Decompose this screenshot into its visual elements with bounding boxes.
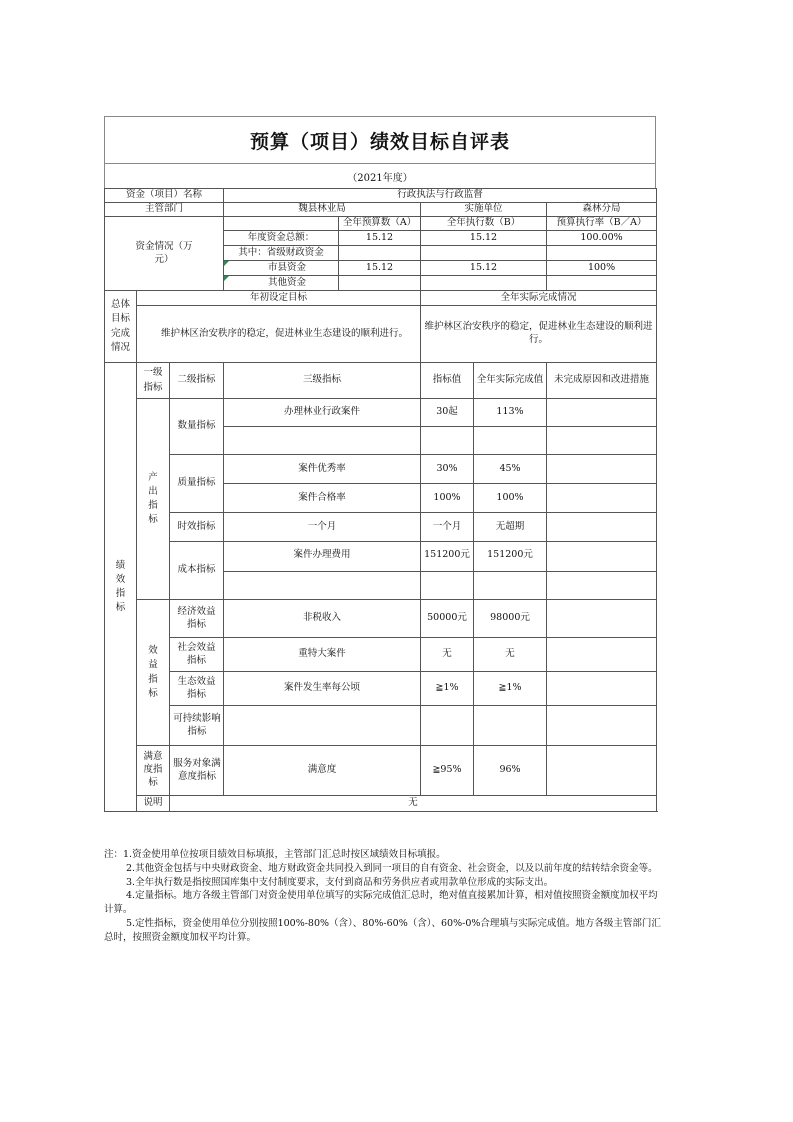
economic-reason	[547, 600, 657, 638]
quality2-actual: 100%	[474, 484, 547, 513]
time-reason	[547, 513, 657, 542]
funds-label	[105, 217, 224, 291]
economic-label	[170, 600, 224, 638]
quantity-target: 30起	[421, 399, 474, 427]
overall-actual: 维护林区治安秩序的稳定，促进林业生态建设的顺利进行。	[421, 306, 657, 363]
header-l1-text: 一级指标	[143, 367, 163, 393]
project-name-label: 资金（项目）名称	[105, 189, 224, 203]
funds-row-other-rate	[547, 276, 657, 291]
quality2-reason	[547, 484, 657, 513]
remark-label: 说明	[137, 796, 170, 812]
social-label-text: 社会效益指标	[177, 641, 216, 666]
time-name: 一个月	[224, 513, 421, 542]
funds-row-county-a: 15.12	[339, 261, 421, 276]
social-reason	[547, 638, 657, 672]
dept-value: 魏县林业局	[224, 203, 421, 217]
eco-name: 案件发生率每公顷	[224, 672, 421, 706]
eco-reason	[547, 672, 657, 706]
header-l2: 二级指标	[170, 363, 224, 399]
benefit-label: 效益指标	[148, 645, 158, 699]
funds-col-rate: 预算执行率（B／A）	[547, 217, 657, 231]
quantity-name: 办理林业行政案件	[224, 399, 421, 427]
cost-target-2	[421, 572, 474, 600]
quantity-label: 数量指标	[170, 399, 224, 455]
quality1-target: 30%	[421, 455, 474, 484]
output-label: 产出指标	[148, 471, 158, 526]
quantity-reason-2	[547, 427, 657, 455]
remark-value: 无	[170, 796, 657, 812]
cost-label: 成本指标	[170, 542, 224, 600]
time-actual: 无超期	[474, 513, 547, 542]
sustain-actual	[474, 706, 547, 744]
unit-value: 森林分局	[547, 203, 657, 217]
social-target: 无	[421, 638, 474, 672]
funds-row-total-rate: 100.00%	[547, 231, 657, 246]
satisfaction-actual: 96%	[474, 746, 547, 796]
quality1-name: 案件优秀率	[224, 455, 421, 484]
sustain-target	[421, 706, 474, 744]
funds-row-other-b	[421, 276, 547, 291]
funds-label-text: 资金情况（万元）	[135, 240, 193, 265]
service-label	[170, 746, 224, 796]
funds-header-blank	[224, 217, 339, 231]
funds-row-other-a	[339, 276, 421, 291]
sustain-reason	[547, 706, 657, 744]
header-target: 指标值	[421, 363, 474, 399]
cost-reason	[547, 542, 657, 570]
quantity-name-2	[224, 427, 421, 455]
note-1: 注：1.资金使用单位按项目绩效目标填报，主管部门汇总时按区域绩效目标填报。	[104, 849, 446, 860]
satisfaction-reason	[547, 746, 657, 796]
service-label-text: 服务对象满意度指标	[173, 757, 221, 782]
output-label-cell	[137, 399, 170, 600]
quantity-reason	[547, 399, 657, 427]
overall-label-cell	[105, 291, 137, 363]
time-target: 一个月	[421, 513, 474, 542]
note-5: 5.定性指标，资金使用单位分别按照100%-80%（含）、80%-60%（含）、60%-0%合理填与实际完成值。地方各级主管部门汇总时，按照资金额度加权平均计算。	[104, 917, 661, 943]
overall-label: 总体目标完成情况	[110, 299, 130, 353]
overall-target: 维护林区治安秩序的稳定，促进林业生态建设的顺利进行。	[137, 306, 421, 363]
cost-name-2	[224, 572, 421, 600]
cost-actual: 151200元	[474, 542, 547, 570]
economic-label-text: 经济效益指标	[177, 605, 216, 630]
economic-actual: 98000元	[474, 600, 547, 638]
satisfaction-label-cell	[137, 746, 170, 796]
satisfaction-name: 满意度	[224, 746, 421, 796]
quantity-target-2	[421, 427, 474, 455]
funds-row-provincial-rate	[547, 246, 657, 261]
funds-row-total-a: 15.12	[339, 231, 421, 246]
overall-target-header: 年初设定目标	[137, 291, 421, 306]
eco-actual: ≧1%	[474, 672, 547, 706]
header-reason: 未完成原因和改进措施	[547, 363, 657, 399]
quality2-target: 100%	[421, 484, 474, 513]
note-4: 4.定量指标。地方各级主管部门对资金使用单位填写的实际完成值汇总时，绝对值直接累加计算，相对值按照资金额度加权平均计算。	[104, 890, 658, 916]
header-actual: 全年实际完成值	[474, 363, 547, 399]
indicators-section-cell	[105, 363, 137, 812]
benefit-label-cell	[137, 600, 170, 746]
title-box	[104, 116, 656, 163]
form-title: 预算（项目）绩效目标自评表	[249, 130, 510, 153]
year-box	[104, 163, 656, 188]
economic-target: 50000元	[421, 600, 474, 638]
sustain-label-text: 可持续影响指标	[173, 712, 221, 737]
indicators-section-label: 绩效指标	[115, 559, 126, 614]
eco-target: ≧1%	[421, 672, 474, 706]
note-2: 2.其他资金包括与中央财政资金、地方财政资金共同投入到同一项目的自有资金、社会资金，以及以前年度的结转结余资金等。	[126, 862, 658, 874]
unit-label: 实施单位	[421, 203, 547, 217]
funds-row-county-b: 15.12	[421, 261, 547, 276]
project-name-value: 行政执法与行政监督	[224, 189, 657, 203]
economic-name: 非税收入	[224, 600, 421, 638]
funds-col-a: 全年预算数（A）	[339, 217, 421, 231]
cost-name: 案件办理费用	[224, 542, 421, 570]
header-l3: 三级指标	[224, 363, 421, 399]
funds-row-total-b: 15.12	[421, 231, 547, 246]
funds-row-provincial-label: 其中：省级财政资金	[224, 246, 339, 261]
funds-col-b: 全年执行数（B）	[421, 217, 547, 231]
eco-label	[170, 672, 224, 706]
social-label	[170, 638, 224, 672]
cost-actual-2	[474, 572, 547, 600]
quality2-name: 案件合格率	[224, 484, 421, 513]
funds-row-provincial-a	[339, 246, 421, 261]
eco-label-text: 生态效益指标	[177, 675, 216, 700]
quality-label: 质量指标	[170, 455, 224, 513]
time-label: 时效指标	[170, 513, 224, 542]
sustain-name	[224, 706, 421, 744]
dept-label: 主管部门	[105, 203, 224, 217]
satisfaction-label: 满意度指标	[143, 751, 163, 788]
cost-target: 151200元	[421, 542, 474, 570]
self-evaluation-form	[104, 116, 656, 812]
social-name: 重特大案件	[224, 638, 421, 672]
quality1-reason	[547, 455, 657, 484]
funds-row-provincial-b	[421, 246, 547, 261]
header-l1	[137, 363, 170, 399]
quality1-actual: 45%	[474, 455, 547, 484]
funds-row-total-label: 年度资金总额：	[224, 231, 339, 246]
evaluation-table	[104, 188, 657, 812]
satisfaction-target: ≧95%	[421, 746, 474, 796]
note-3: 3.全年执行数是指按照国库集中支付制度要求，支付到商品和劳务供应者或用款单位形成的实际支出。	[126, 876, 554, 888]
social-actual: 无	[474, 638, 547, 672]
cost-reason-2	[547, 572, 657, 600]
quantity-actual: 113%	[474, 399, 547, 427]
funds-row-county-rate: 100%	[547, 261, 657, 276]
sustain-label	[170, 706, 224, 746]
overall-actual-header: 全年实际完成情况	[421, 291, 657, 306]
quantity-actual-2	[474, 427, 547, 455]
notes	[104, 848, 664, 944]
form-year: （2021年度）	[347, 172, 413, 184]
funds-row-county-label: 市县资金	[224, 261, 339, 276]
funds-row-other-label: 其他资金	[224, 276, 339, 291]
